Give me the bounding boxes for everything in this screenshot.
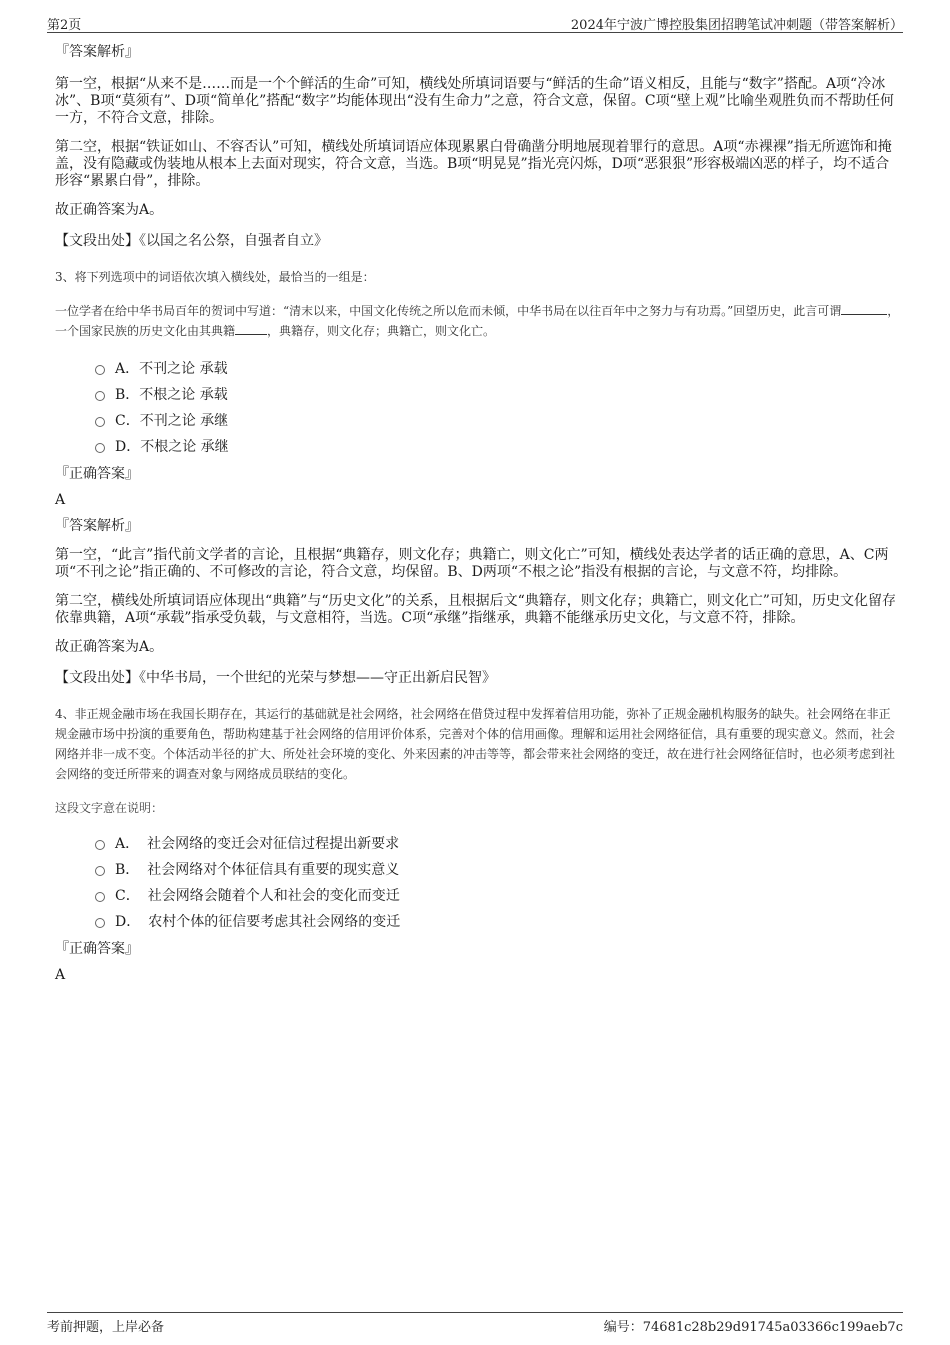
conclusion: 故正确答案为A。 [55, 639, 164, 655]
option-text: 不根之论 承继 [140, 439, 229, 455]
question-3-stem: 3、将下列选项中的词语依次填入横线处，最恰当的一组是： [55, 270, 375, 284]
answer-analysis-label: 『答案解析』 [55, 44, 139, 60]
radio-icon[interactable] [95, 365, 105, 375]
blank-1 [841, 302, 887, 315]
correct-answer: A [55, 492, 66, 508]
radio-icon[interactable] [95, 417, 105, 427]
option-letter: D． [115, 439, 141, 455]
question-4-prompt: 这段文字意在说明： [55, 801, 164, 815]
option-letter: B． [115, 862, 140, 878]
option-text: 社会网络会随着个人和社会的变化而变迁 [147, 888, 400, 904]
option-letter: D． [115, 914, 141, 930]
question-3-options [95, 355, 900, 459]
question-4-stem: 4、非正规金融市场在我国长期存在，其运行的基础就是社会网络，社会网络在借贷过程中发挥着信用功能，弥补了正规金融机构服务的缺失。社会网络在非正规金融市场中扮演的重要角色，帮助构建基于社会网络的信用评价体系，完善对个体的信用画像。理解和运用社会网络征信，具有重要的现实意义。然而，社会网络并非一成不变。个体活动半径的扩大、所处社会环境的变化、外来因素的冲击等等，都会带来社会网络的变迁，故在进行社会网络征信时，也必须考虑到社会网络的变迁所带来的调查对象与网络成员联结的变化。 [55, 707, 896, 781]
option-b[interactable] [95, 381, 900, 407]
passage-text: 一位学者在给中华书局百年的贺词中写道：“清末以来，中国文化传统之所以危而未倾，中华书局在以往百年中之努力与有功焉。”回望历史，此言可谓 [55, 304, 842, 318]
analysis-paragraph: 第一空，“此言”指代前文学者的言论，且根据“典籍存，则文化存；典籍亡，则文化亡”可知，横线处表达学者的话正确的意思，A、C两项“不刊之论”指正确的、不可修改的言论，符合文意，均保留。B、D两项“不根之论”指没有根据的言论，与文意不符，均排除。 [55, 547, 889, 580]
option-letter: C． [115, 413, 140, 429]
option-d[interactable] [95, 908, 900, 934]
analysis-paragraph: 第一空，根据“从来不是……而是一个个鲜活的生命”可知，横线处所填词语要与“鲜活的生命”语义相反，且能与“数字”搭配。A项“冷冰冰”、B项“莫须有”、D项“简单化”搭配“数字”均能体现出“没有生命力”之意，符合文意，保留。C项“壁上观”比喻坐观胜负而不帮助任何一方，不符合文意，排除。 [55, 76, 894, 126]
passage-text: ，一个国家民族的历史文化由其典籍 [55, 304, 900, 338]
analysis-paragraph: 第二空，根据“铁证如山、不容否认”可知，横线处所填词语应体现累累白骨确凿分明地展现着罪行的意思。A项“赤裸裸”指无所遮饰和掩盖，没有隐藏或伪装地从根本上去面对现实，符合文意，当选。B项“明晃晃”指光亮闪烁，D项“恶狠狠”形容极端凶恶的样子，均不适合形容“累累白骨”，排除。 [55, 139, 892, 189]
option-text: 社会网络的变迁会对征信过程提出新要求 [147, 836, 400, 852]
source-citation: 【文段出处】《中华书局，一个世纪的光荣与梦想——守正出新启民智》 [55, 670, 496, 686]
document-title: 2024年宁波广博控股集团招聘笔试冲刺题（带答案解析） [570, 18, 903, 33]
document-id: 编号：74681c28b29d91745a03366c199aeb7c [603, 1320, 903, 1335]
correct-answer: A [55, 967, 66, 983]
analysis-paragraph: 第二空，横线处所填词语应体现出“典籍”与“历史文化”的关系，且根据后文“典籍存，则文化存；典籍亡，则文化亡”可知，历史文化留存依靠典籍，A项“承载”指承受负载，与文意相符，当选。C项“承继”指继承，典籍不能继承历史文化，与文意不符，排除。 [55, 593, 896, 626]
option-c[interactable] [95, 407, 900, 433]
radio-icon[interactable] [95, 391, 105, 401]
passage-text: ，典籍存，则文化存；典籍亡，则文化亡。 [267, 324, 496, 338]
question-4-options [95, 830, 900, 934]
conclusion: 故正确答案为A。 [55, 202, 164, 218]
radio-icon[interactable] [95, 866, 105, 876]
option-text: 社会网络对个体征信具有重要的现实意义 [147, 862, 400, 878]
page-header [47, 12, 903, 33]
option-text: 不刊之论 承载 [139, 361, 228, 377]
option-a[interactable] [95, 355, 900, 381]
option-letter: B． [115, 387, 140, 403]
correct-answer-label: 『正确答案』 [55, 941, 139, 957]
option-letter: A． [115, 361, 140, 377]
radio-icon[interactable] [95, 918, 105, 928]
option-text: 不根之论 承载 [139, 387, 228, 403]
page-number: 第2页 [47, 18, 82, 33]
option-text: 不刊之论 承继 [139, 413, 229, 429]
blank-2 [235, 322, 267, 335]
option-letter: C． [115, 888, 140, 904]
option-d[interactable] [95, 433, 900, 459]
correct-answer-label: 『正确答案』 [55, 466, 139, 482]
footer-slogan: 考前押题，上岸必备 [47, 1320, 165, 1335]
answer-analysis-label: 『答案解析』 [55, 518, 139, 534]
option-letter: A． [115, 836, 140, 852]
question-3-passage [55, 301, 900, 341]
radio-icon[interactable] [95, 443, 105, 453]
page-footer [47, 1312, 903, 1333]
source-citation: 【文段出处】《以国之名公祭，自强者自立》 [55, 233, 328, 249]
radio-icon[interactable] [95, 892, 105, 902]
document-body [55, 42, 900, 992]
option-a[interactable] [95, 830, 900, 856]
radio-icon[interactable] [95, 840, 105, 850]
option-text: 农村个体的征信要考虑其社会网络的变迁 [148, 914, 401, 930]
option-c[interactable] [95, 882, 900, 908]
option-b[interactable] [95, 856, 900, 882]
